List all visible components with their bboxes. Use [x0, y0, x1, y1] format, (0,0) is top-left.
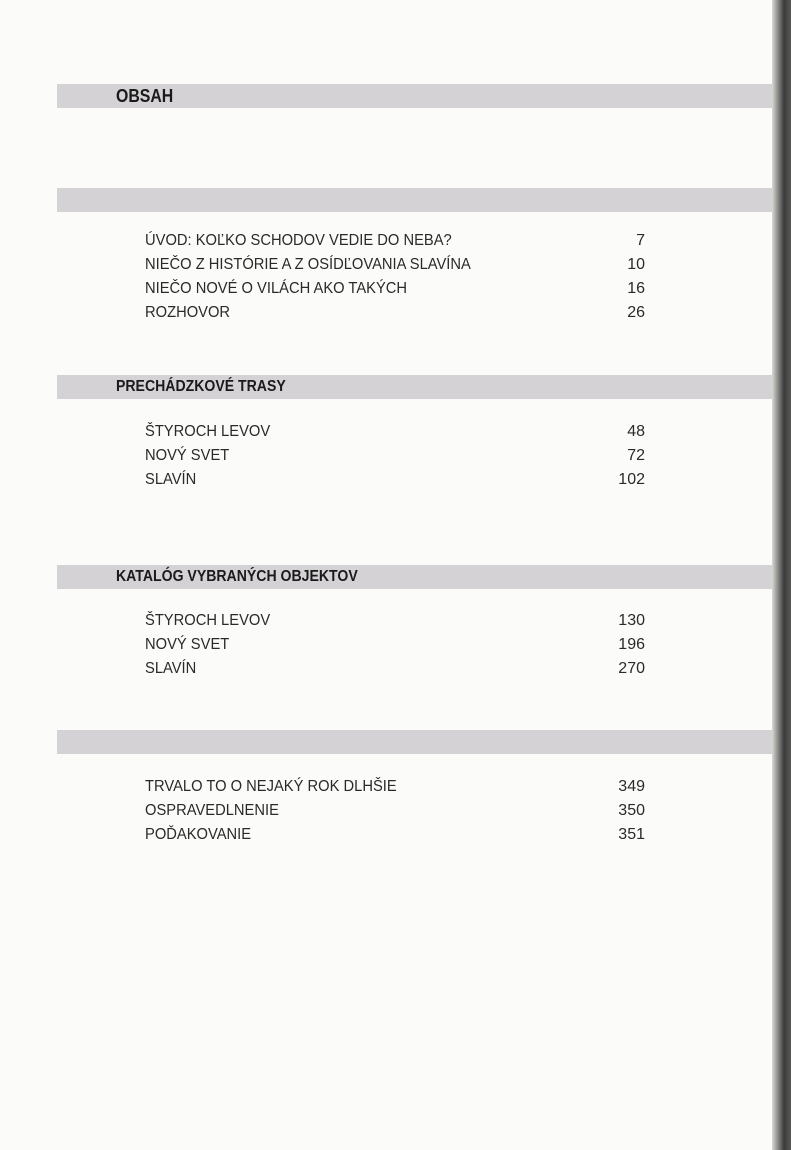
toc-entry-label: SLAVÍN	[145, 471, 197, 488]
toc-entry[interactable]	[145, 280, 645, 304]
toc-entry-page: 7	[636, 232, 645, 249]
toc-entry[interactable]	[145, 826, 645, 850]
section-bar-intro	[57, 188, 772, 212]
section-heading-catalog: KATALÓG VYBRANÝCH OBJEKTOV	[116, 568, 358, 585]
toc-entry[interactable]	[145, 660, 645, 684]
toc-entry[interactable]	[145, 636, 645, 660]
toc-entry-label: SLAVÍN	[145, 660, 197, 677]
toc-entry-page: 349	[618, 778, 645, 795]
toc-entry[interactable]	[145, 423, 645, 447]
toc-entry[interactable]	[145, 778, 645, 802]
toc-entry-page: 16	[627, 280, 645, 297]
toc-entry-page: 196	[618, 636, 645, 653]
toc-entry-label: NIEČO NOVÉ O VILÁCH AKO TAKÝCH	[145, 280, 408, 297]
toc-entry[interactable]	[145, 256, 645, 280]
toc-entry-page: 102	[618, 471, 645, 488]
toc-entry-label: NOVÝ SVET	[145, 636, 230, 653]
toc-entry[interactable]	[145, 232, 645, 256]
toc-entry-label: ÚVOD: KOĽKO SCHODOV VEDIE DO NEBA?	[145, 232, 452, 249]
toc-entry[interactable]	[145, 612, 645, 636]
toc-entry[interactable]	[145, 447, 645, 471]
toc-entry-label: TRVALO TO O NEJAKÝ ROK DLHŠIE	[145, 778, 397, 795]
toc-entry-label: ŠTYROCH LEVOV	[145, 612, 271, 629]
toc-entry-label: OSPRAVEDLNENIE	[145, 802, 279, 819]
toc-entry-page: 72	[627, 447, 645, 464]
toc-entry-page: 48	[627, 423, 645, 440]
toc-entry[interactable]	[145, 802, 645, 826]
book-page-edge	[772, 0, 791, 1150]
toc-entry-page: 270	[618, 660, 645, 677]
toc-entry-page: 10	[627, 256, 645, 273]
toc-entry-label: NIEČO Z HISTÓRIE A Z OSÍDĽOVANIA SLAVÍNA	[145, 256, 471, 273]
section-bar-closing	[57, 730, 772, 754]
toc-entry-page: 26	[627, 304, 645, 321]
toc-entry[interactable]	[145, 304, 645, 328]
toc-entry-page: 130	[618, 612, 645, 629]
toc-entry-label: ROZHOVOR	[145, 304, 231, 321]
toc-entry-label: ŠTYROCH LEVOV	[145, 423, 271, 440]
toc-entry-page: 350	[618, 802, 645, 819]
toc-entry-label: POĎAKOVANIE	[145, 826, 252, 843]
page-title: OBSAH	[116, 86, 174, 106]
toc-entry[interactable]	[145, 471, 645, 495]
toc-entry-page: 351	[618, 826, 645, 843]
section-heading-walking-routes: PRECHÁDZKOVÉ TRASY	[116, 378, 286, 395]
toc-entry-label: NOVÝ SVET	[145, 447, 230, 464]
